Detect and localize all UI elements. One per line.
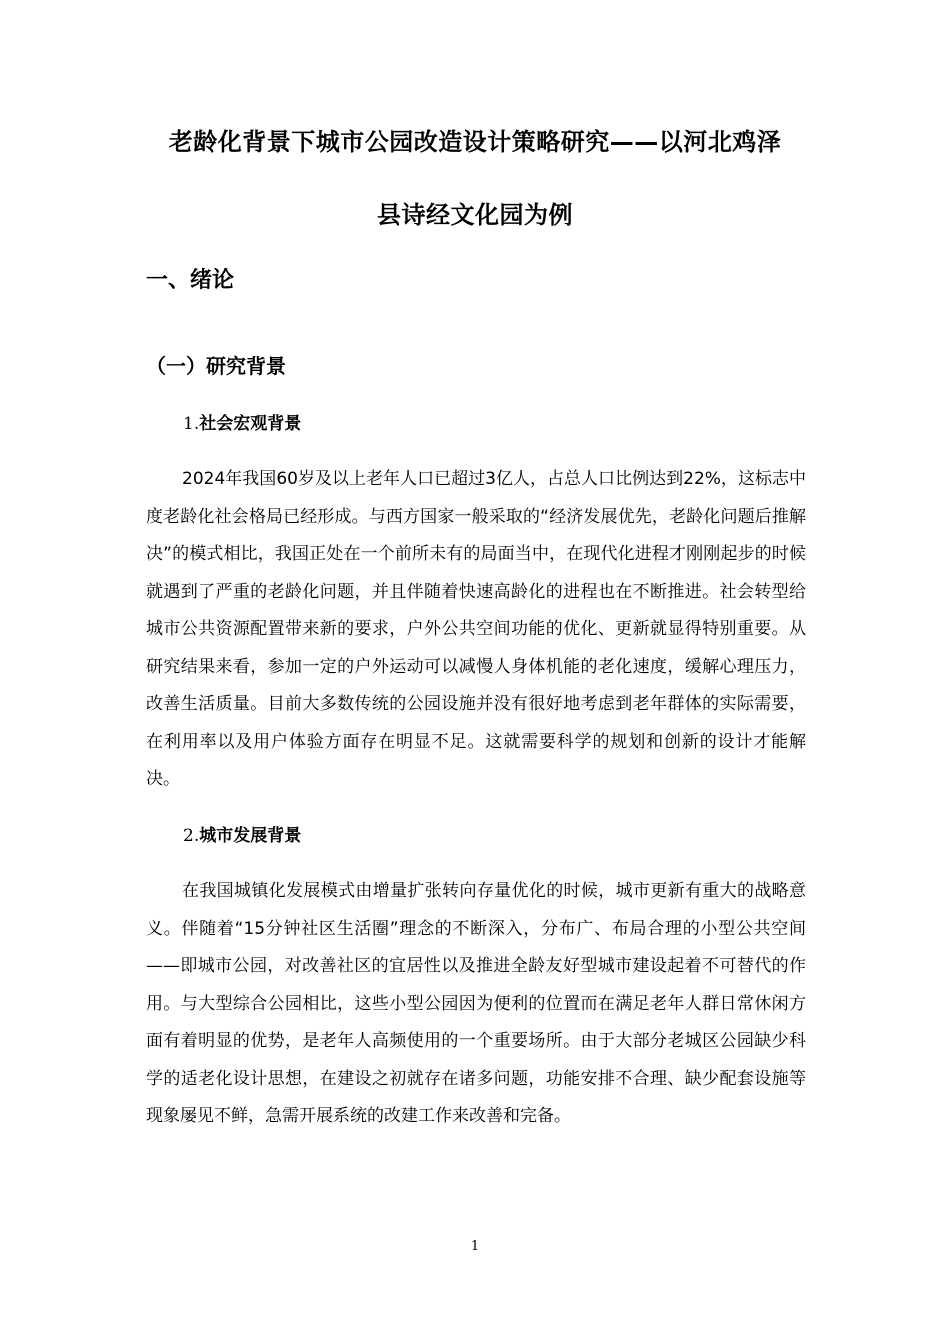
paragraph-urban-development-background: 在我国城镇化发展模式由增量扩张转向存量优化的时候，城市更新有重大的战略意义。伴随着“15分钟社区生活圈”理念的不断深入，分布广、布局合理的小型公共空间——即城市公园，对改善社区的宜居性以及推进全龄友好型城市建设起着不可替代的作用。与大型综合公园相比，这些小型公园因为便利的位置而在满足老年人群日常休闲方面有着明显的优势，是老年人高频使用的一个重要场所。由于大部分老城区公园缺少科学的适老化设计思想，在建设之初就存在诸多问题，功能安排不合理、缺少配套设施等现象屡见不鲜，急需开展系统的改建工作来改善和完备。 xyxy=(146,881,806,1126)
item-heading-text: 城市发展背景 xyxy=(199,826,302,846)
item-number: 2. xyxy=(183,826,200,846)
section-heading-introduction: 一、绪论 xyxy=(146,268,235,293)
page-number: 1 xyxy=(470,1239,480,1254)
item-number: 1. xyxy=(183,414,200,434)
item-heading-social-macro-background xyxy=(183,411,301,437)
subsection-heading-research-background: （一）研究背景 xyxy=(146,354,286,378)
paragraph-social-macro-background: 2024年我国60岁及以上老年人口已超过3亿人，占总人口比例达到22%，这标志中度老龄化社会格局已经形成。与西方国家一般采取的“经济发展优先，老龄化问题后推解决”的模式相比，我国正处在一个前所未有的局面当中，在现代化进程才刚刚起步的时候就遇到了严重的老龄化问题，并且伴随着快速高龄化的进程也在不断推进。社会转型给城市公共资源配置带来新的要求，户外公共空间功能的优化、更新就显得特别重要。从研究结果来看，参加一定的户外运动可以减慢人身体机能的老化速度，缓解心理压力，改善生活质量。目前大多数传统的公园设施并没有很好地考虑到老年群体的实际需要，在利用率以及用户体验方面存在明显不足。这就需要科学的规划和创新的设计才能解决。 xyxy=(146,469,806,789)
item-heading-text: 社会宏观背景 xyxy=(199,414,302,434)
document-title-line-2: 县诗经文化园为例 xyxy=(377,201,573,229)
item-heading-urban-development-background xyxy=(183,823,301,849)
document-title-line-1: 老龄化背景下城市公园改造设计策略研究——以河北鸡泽 xyxy=(168,128,782,156)
